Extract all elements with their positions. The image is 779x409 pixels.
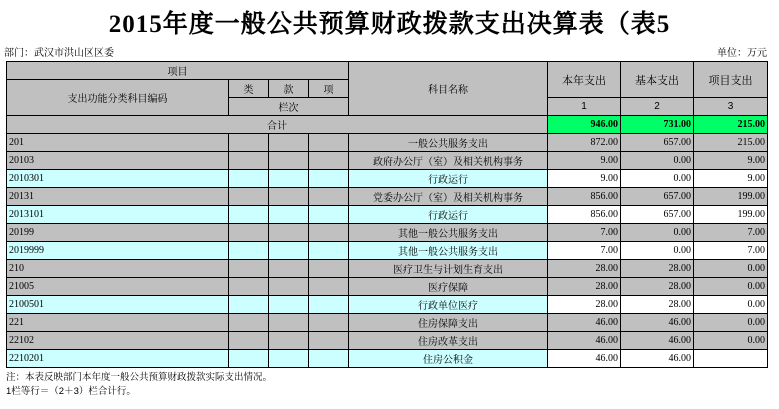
row-total-value: 7.00 <box>548 242 621 260</box>
row-kuan-cell <box>269 242 309 260</box>
row-total-value: 856.00 <box>548 206 621 224</box>
row-basic-value: 657.00 <box>621 206 694 224</box>
row-class-cell <box>229 188 269 206</box>
row-project-value: 0.00 <box>694 332 768 350</box>
department-label: 部门：武汉市洪山区区委 <box>4 48 114 59</box>
row-project-value: 7.00 <box>694 242 768 260</box>
table-row <box>7 350 768 368</box>
header-kuan: 款 <box>269 80 309 98</box>
row-item-name: 医疗保障 <box>349 278 548 296</box>
row-function-code: 2010301 <box>7 170 229 188</box>
table-row <box>7 260 768 278</box>
header-basic-expenditure: 基本支出 <box>621 62 694 98</box>
row-project-value: 0.00 <box>694 260 768 278</box>
row-function-code: 2210201 <box>7 350 229 368</box>
header-project-expenditure: 项目支出 <box>694 62 768 98</box>
row-item-name: 医疗卫生与计划生育支出 <box>349 260 548 278</box>
row-total-value: 46.00 <box>548 332 621 350</box>
table-body <box>7 134 768 368</box>
footer-note-2: 1栏等行＝（2＋3）栏合计行。 <box>6 386 136 398</box>
row-class-cell <box>229 296 269 314</box>
row-item-name: 行政单位医疗 <box>349 296 548 314</box>
table-row <box>7 242 768 260</box>
row-item-name: 党委办公厅（室）及相关机构事务 <box>349 188 548 206</box>
row-project-value: 9.00 <box>694 152 768 170</box>
row-function-code: 221 <box>7 314 229 332</box>
header-total-expenditure: 本年支出 <box>548 62 621 98</box>
row-function-code: 22102 <box>7 332 229 350</box>
row-function-code: 20199 <box>7 224 229 242</box>
table-footer <box>0 368 779 400</box>
row-basic-value: 0.00 <box>621 242 694 260</box>
page-title: 2015年度一般公共预算财政拨款支出决算表（表5 <box>108 11 671 38</box>
row-basic-value: 0.00 <box>621 224 694 242</box>
row-xiang-cell <box>309 332 349 350</box>
row-kuan-cell <box>269 314 309 332</box>
row-function-code: 21005 <box>7 278 229 296</box>
row-class-cell <box>229 170 269 188</box>
row-class-cell <box>229 314 269 332</box>
row-project-value: 0.00 <box>694 314 768 332</box>
row-item-name: 住房公积金 <box>349 350 548 368</box>
table-row <box>7 224 768 242</box>
row-item-name: 行政运行 <box>349 170 548 188</box>
row-project-value: 199.00 <box>694 206 768 224</box>
footer-note-1: 注：本表反映部门本年度一般公共预算财政拨款实际支出情况。 <box>6 372 273 383</box>
subheader <box>0 42 779 61</box>
row-project-value: 0.00 <box>694 296 768 314</box>
header-class: 类 <box>229 80 269 98</box>
row-total-value: 872.00 <box>548 134 621 152</box>
table-row <box>7 152 768 170</box>
header-col-num-1: 1 <box>548 98 621 116</box>
row-xiang-cell <box>309 242 349 260</box>
row-xiang-cell <box>309 296 349 314</box>
row-kuan-cell <box>269 152 309 170</box>
row-total-value: 7.00 <box>548 224 621 242</box>
row-function-code: 2100501 <box>7 296 229 314</box>
row-class-cell <box>229 134 269 152</box>
row-total-value: 28.00 <box>548 296 621 314</box>
row-kuan-cell <box>269 206 309 224</box>
row-total-value: 28.00 <box>548 260 621 278</box>
row-project-value: 7.00 <box>694 224 768 242</box>
row-kuan-cell <box>269 170 309 188</box>
row-basic-value: 28.00 <box>621 296 694 314</box>
row-project-value: 215.00 <box>694 134 768 152</box>
row-project-value <box>694 350 768 368</box>
row-basic-value: 28.00 <box>621 260 694 278</box>
row-function-code: 20103 <box>7 152 229 170</box>
unit-label: 单位：万元 <box>717 48 767 59</box>
row-item-name: 其他一般公共服务支出 <box>349 224 548 242</box>
table-row <box>7 332 768 350</box>
row-project-value: 9.00 <box>694 170 768 188</box>
table-row <box>7 134 768 152</box>
row-total-value: 856.00 <box>548 188 621 206</box>
row-class-cell <box>229 278 269 296</box>
row-xiang-cell <box>309 152 349 170</box>
row-basic-value: 657.00 <box>621 188 694 206</box>
total-row-label: 合计 <box>7 116 548 134</box>
row-basic-value: 0.00 <box>621 170 694 188</box>
row-xiang-cell <box>309 188 349 206</box>
row-function-code: 2013101 <box>7 206 229 224</box>
row-basic-value: 28.00 <box>621 278 694 296</box>
row-class-cell <box>229 332 269 350</box>
row-xiang-cell <box>309 260 349 278</box>
row-item-name: 住房保障支出 <box>349 314 548 332</box>
total-row-project: 215.00 <box>694 116 768 134</box>
row-xiang-cell <box>309 314 349 332</box>
header-col-num-2: 2 <box>621 98 694 116</box>
header-project-group: 项目 <box>7 62 349 80</box>
row-kuan-cell <box>269 260 309 278</box>
header-xiang: 项 <box>309 80 349 98</box>
row-total-value: 9.00 <box>548 170 621 188</box>
row-basic-value: 46.00 <box>621 314 694 332</box>
table-row <box>7 296 768 314</box>
header-function-code: 支出功能分类科目编码 <box>7 80 229 116</box>
row-kuan-cell <box>269 350 309 368</box>
row-total-value: 46.00 <box>548 314 621 332</box>
row-function-code: 2019999 <box>7 242 229 260</box>
row-class-cell <box>229 260 269 278</box>
row-project-value: 199.00 <box>694 188 768 206</box>
row-item-name: 政府办公厅（室）及相关机构事务 <box>349 152 548 170</box>
row-total-value: 28.00 <box>548 278 621 296</box>
row-kuan-cell <box>269 278 309 296</box>
table-row <box>7 206 768 224</box>
table-row <box>7 314 768 332</box>
row-class-cell <box>229 350 269 368</box>
row-xiang-cell <box>309 278 349 296</box>
header-item-name: 科目名称 <box>349 62 548 116</box>
row-xiang-cell <box>309 206 349 224</box>
row-function-code: 210 <box>7 260 229 278</box>
total-row-basic: 731.00 <box>621 116 694 134</box>
total-row <box>7 116 768 134</box>
row-class-cell <box>229 224 269 242</box>
row-xiang-cell <box>309 224 349 242</box>
row-basic-value: 0.00 <box>621 152 694 170</box>
table-row <box>7 170 768 188</box>
row-xiang-cell <box>309 170 349 188</box>
table-row <box>7 188 768 206</box>
header-col-num-3: 3 <box>694 98 768 116</box>
row-item-name: 住房改革支出 <box>349 332 548 350</box>
row-basic-value: 46.00 <box>621 350 694 368</box>
total-row-total: 946.00 <box>548 116 621 134</box>
row-class-cell <box>229 242 269 260</box>
row-item-name: 其他一般公共服务支出 <box>349 242 548 260</box>
row-xiang-cell <box>309 134 349 152</box>
row-kuan-cell <box>269 134 309 152</box>
header-lanci-label: 栏次 <box>229 98 349 116</box>
row-total-value: 46.00 <box>548 350 621 368</box>
row-total-value: 9.00 <box>548 152 621 170</box>
row-item-name: 行政运行 <box>349 206 548 224</box>
row-xiang-cell <box>309 350 349 368</box>
row-function-code: 20131 <box>7 188 229 206</box>
row-project-value: 0.00 <box>694 278 768 296</box>
row-kuan-cell <box>269 224 309 242</box>
row-class-cell <box>229 152 269 170</box>
table-header-row-1 <box>7 62 768 80</box>
row-item-name: 一般公共服务支出 <box>349 134 548 152</box>
row-basic-value: 46.00 <box>621 332 694 350</box>
row-basic-value: 657.00 <box>621 134 694 152</box>
row-kuan-cell <box>269 332 309 350</box>
row-kuan-cell <box>269 296 309 314</box>
budget-table <box>6 61 768 368</box>
table-row <box>7 278 768 296</box>
row-class-cell <box>229 206 269 224</box>
row-kuan-cell <box>269 188 309 206</box>
row-function-code: 201 <box>7 134 229 152</box>
